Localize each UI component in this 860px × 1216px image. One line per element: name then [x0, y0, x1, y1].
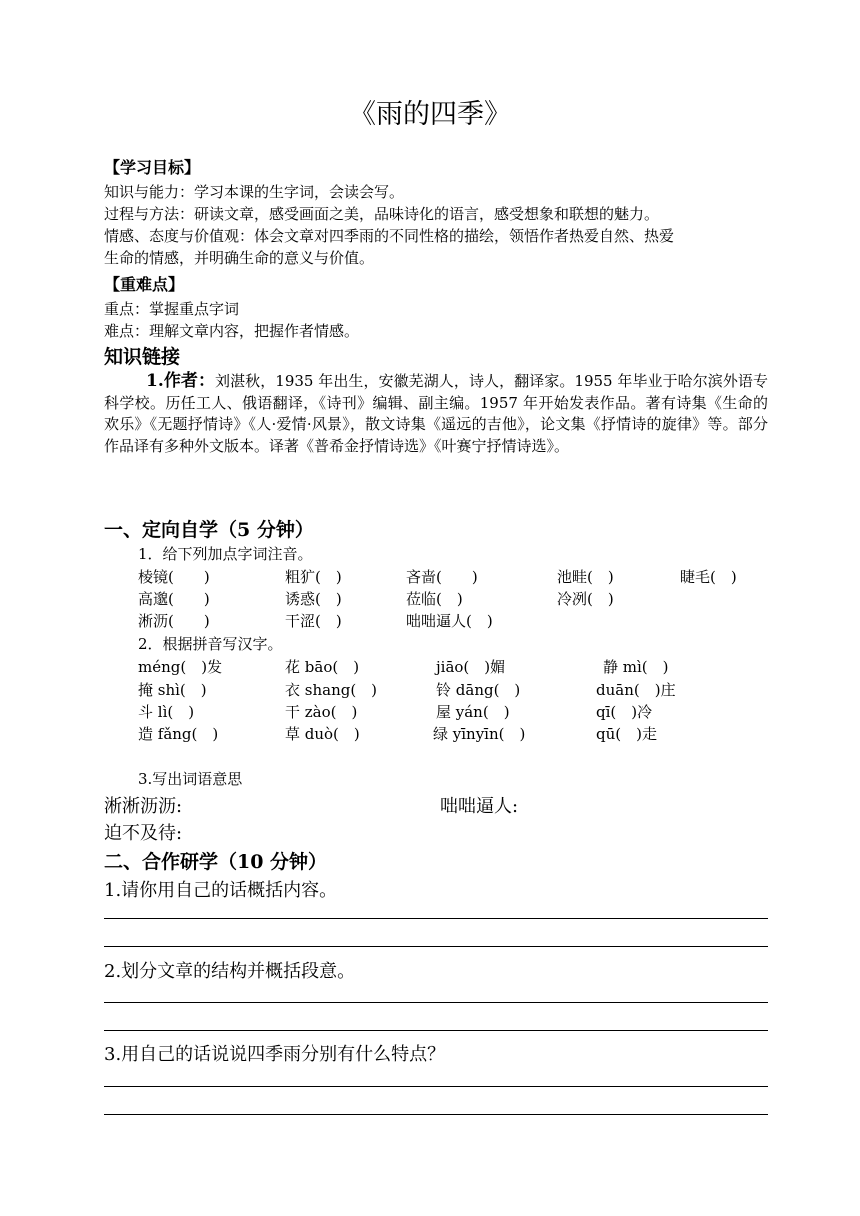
answer-line [104, 1086, 768, 1087]
q2-item: jiāo( )媚 [436, 658, 506, 676]
author-text: 刘湛秋，1935 年出生，安徽芜湖人，诗人，翻译家。1955 年毕业于哈尔滨外语专科学校。历任工人、俄语翻译，《诗刊》编辑、副主编。1957 年开始发表作品。著有诗集《生命的欢乐》《无题抒情诗》《人·爱情·风景》，散文诗集《遥远的吉他》，论文集《抒情诗的旋律》等。部分作品译有多种外文版本。译著《普希金抒情诗选》《叶赛宁抒情诗选》。 [104, 372, 768, 455]
q1-item: 睫毛( ) [680, 568, 737, 586]
section2-heading: 二、合作研学（10 分钟） [104, 851, 328, 873]
q2-item: 屋 yán( ) [436, 703, 510, 721]
s2-question-3: 3.用自己的话说说四季雨分别有什么特点？ [104, 1044, 446, 1065]
q2-item: 花 bāo( ) [285, 658, 360, 676]
q3-instruction: 3.写出词语意思 [138, 770, 243, 788]
objective-emotion-line1: 情感、态度与价值观：体会文章对四季雨的不同性格的描绘，领悟作者热爱自然、热爱 [104, 227, 675, 245]
q1-item: 咄咄逼人( ) [406, 612, 493, 630]
q2-item: 造 fǎng( ) [138, 725, 219, 743]
answer-line [104, 1030, 768, 1031]
q1-item: 干涩( ) [285, 612, 342, 630]
q2-item: 绿 yīnyīn( ) [433, 725, 526, 743]
q2-item: 静 mì( ) [603, 658, 669, 676]
q3-word-3: 迫不及待: [104, 823, 183, 844]
q2-item: 掩 shì( ) [138, 681, 207, 699]
objectives-heading: 【学习目标】 [104, 158, 201, 177]
objective-knowledge: 知识与能力：学习本课的生字词，会读会写。 [104, 183, 405, 201]
key-points-heading: 【重难点】 [104, 275, 185, 294]
q1-item: 高邈( ) [138, 590, 210, 608]
q3-word-2: 咄咄逼人: [440, 796, 519, 817]
q2-item: 衣 shang( ) [285, 681, 378, 699]
author-paragraph [104, 371, 768, 457]
q2-instruction: 2．根据拼音写汉字。 [138, 635, 283, 653]
q2-item: 干 zào( ) [285, 703, 358, 721]
q1-item: 池畦( ) [557, 568, 614, 586]
answer-line [104, 1114, 768, 1115]
q1-item: 诱惑( ) [285, 590, 342, 608]
answer-line [104, 918, 768, 919]
q2-item: 草 duò( ) [285, 725, 360, 743]
answer-line [104, 946, 768, 947]
author-lead: 1.作者： [146, 371, 216, 391]
difficult-point: 难点：理解文章内容，把握作者情感。 [104, 322, 360, 340]
answer-line [104, 1002, 768, 1003]
q1-item: 冷冽( ) [557, 590, 614, 608]
knowledge-link-heading: 知识链接 [104, 346, 181, 368]
objective-process: 过程与方法：研读文章，感受画面之美，品味诗化的语言，感受想象和联想的魅力。 [104, 205, 660, 223]
q2-item: duān( )庄 [596, 681, 676, 699]
section1-heading: 一、定向自学（5 分钟） [104, 519, 314, 541]
s2-question-2: 2.划分文章的结构并概括段意。 [104, 961, 356, 982]
objective-emotion-line2: 生命的情感，并明确生命的意义与价值。 [104, 249, 375, 267]
q2-item: 斗 lì( ) [138, 703, 195, 721]
q1-item: 吝啬( ) [406, 568, 478, 586]
q1-instruction: 1．给下列加点字词注音。 [138, 545, 313, 563]
q1-item: 莅临( ) [406, 590, 463, 608]
q3-word-1: 淅淅沥沥: [104, 796, 183, 817]
s2-question-1: 1.请你用自己的话概括内容。 [104, 880, 338, 901]
q1-item: 淅沥( ) [138, 612, 210, 630]
q2-item: 铃 dāng( ) [436, 681, 521, 699]
q2-item: qī( )冷 [596, 703, 653, 721]
q1-item: 棱镜( ) [138, 568, 210, 586]
key-point: 重点：掌握重点字词 [104, 300, 240, 318]
q1-item: 粗犷( ) [285, 568, 342, 586]
page-title: 《雨的四季》 [349, 99, 511, 130]
q2-item: qū( )走 [596, 725, 657, 743]
q2-item: méng( )发 [138, 658, 223, 676]
